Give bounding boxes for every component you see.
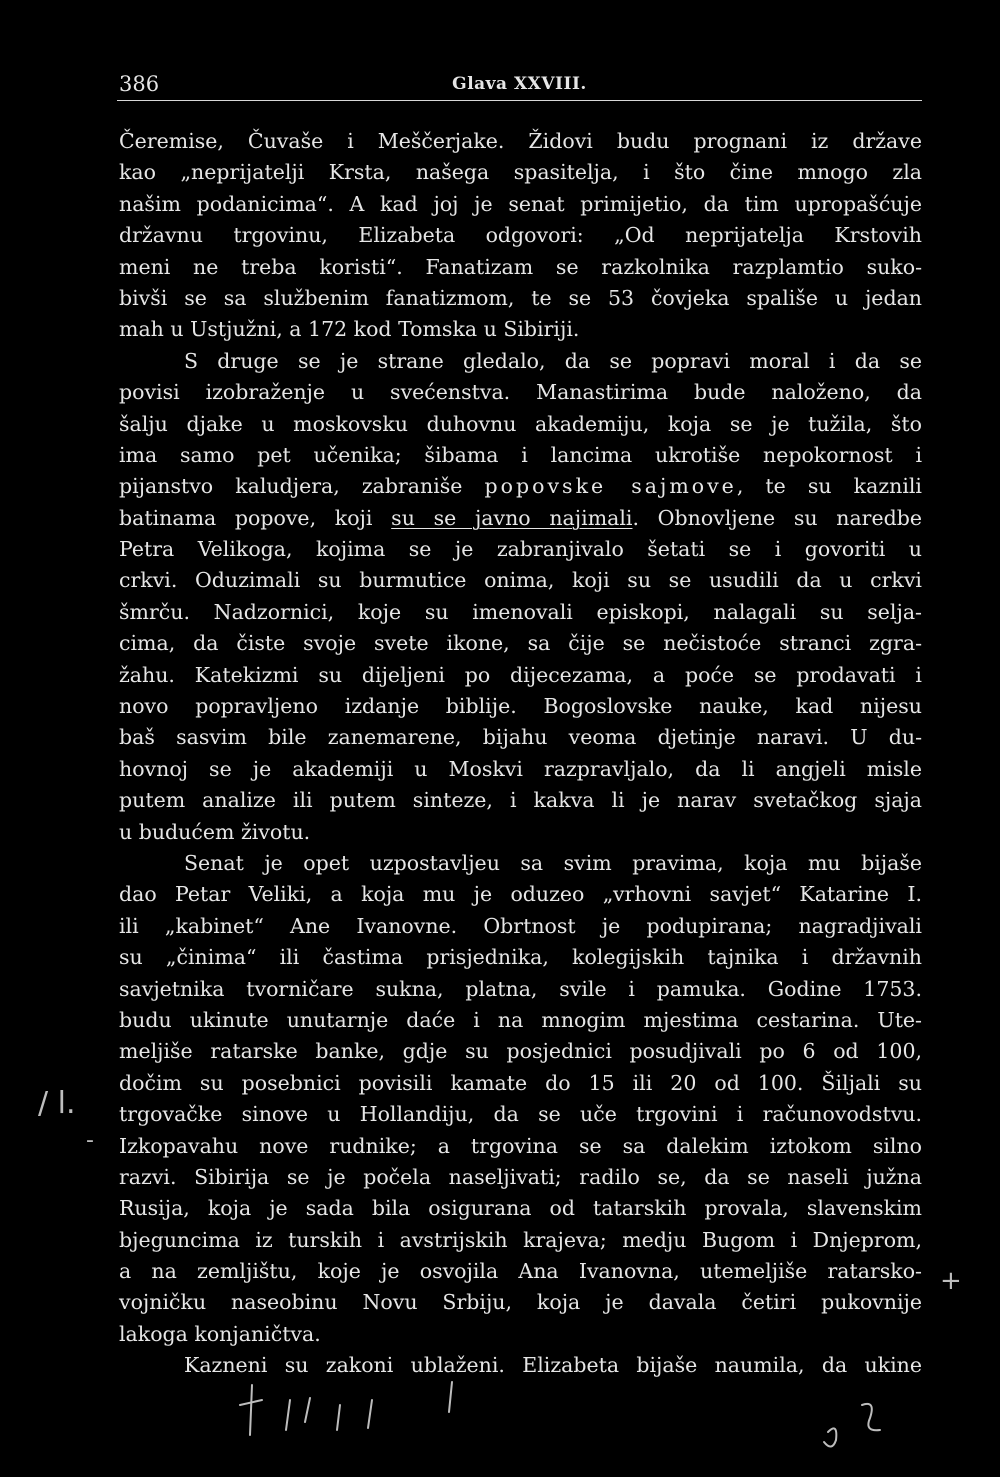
text-line: putem analize ili putem sinteze, i kakva li je narav svetačkog sjaja: [119, 788, 922, 813]
text-line: cima, da čiste svoje svete ikone, sa čije se nečistoće stranci zgra-: [119, 631, 922, 656]
text-line: hovnoj se je akademiji u Moskvi razpravljalo, da li angjeli misle: [119, 756, 922, 781]
text-line: žahu. Katekizmi su dijeljeni po dijecezama, a poće se prodavati i: [119, 662, 922, 687]
text-line: savjetnika tvorničare sukna, platna, svile i pamuka. Godine 1753.: [119, 976, 922, 1001]
text-line: novo popravljeno izdanje biblije. Bogoslovske nauke, kad nijesu: [119, 694, 922, 719]
paragraph-start-line: Senat je opet uzpostavljeu sa svim pravima, koja mu bijaše: [184, 850, 922, 875]
handwritten-scribble: [0, 1360, 1000, 1477]
scribble-stroke: [286, 1400, 290, 1430]
text-line: našim podanicima“. A kad joj je senat primijetio, da tim upropašćuje: [119, 191, 922, 216]
running-head: Glava XXVIII.: [452, 74, 587, 94]
text-line: povisi izobraženje u svećenstva. Manastirima bude naloženo, da: [119, 380, 922, 405]
text-line: razvi. Sibirija se je počela naseljivati; radilo se, da se naseli južna: [119, 1164, 922, 1189]
scribble-stroke: [368, 1400, 372, 1428]
text-line: u budućem životu.: [119, 819, 311, 844]
scribble-stroke: [824, 1428, 836, 1446]
scribble-stroke: [449, 1382, 452, 1412]
text-line: budu ukinute unutarnje daće i na mnogim mjestima cestarina. Ute-: [119, 1007, 922, 1032]
text-line: Izkopavahu nove rudnike; a trgovina se sa dalekim iztokom silno: [119, 1133, 922, 1158]
margin-dash: -: [86, 1128, 94, 1153]
margin-cross: +: [940, 1266, 962, 1296]
text-span: pijanstvo kaludjera, zabraniše: [119, 474, 463, 499]
text-line: [119, 503, 922, 534]
text-line: šalju djake u moskovsku duhovnu akademiju, koja se je tužila, što: [119, 411, 922, 436]
text-line: bjeguncima iz turskih i avstrijskih krajeva; medju Bugom i Dnjeprom,: [119, 1227, 922, 1252]
text-line: Rusija, koja je sada bila osigurana od tatarskih provala, slavenskim: [119, 1196, 922, 1221]
text-line: [119, 471, 922, 502]
text-line: kao „neprijatelji Krsta, našega spasitelja, i što čine mnogo zla: [119, 160, 922, 185]
paragraph-start-line: S druge se je strane gledalo, da se popravi moral i da se: [184, 348, 922, 373]
body-text: [119, 126, 922, 1382]
underlined-phrase: su se javno najimali: [391, 505, 633, 530]
paragraph-start-line: Kazneni su zakoni ublaženi. Elizabeta bijaše naumila, da ukine: [184, 1353, 922, 1378]
margin-mark-left: / l.: [38, 1086, 76, 1121]
page-number: 386: [119, 72, 160, 96]
text-line: državnu trgovinu, Elizabeta odgovori: „Od neprijatelja Krstovih: [119, 223, 922, 248]
text-line: Čeremise, Čuvaše i Meščerjake. Židovi budu prognani iz države: [119, 129, 922, 153]
scribble-stroke: [250, 1385, 252, 1435]
text-line: ili „kabinet“ Ane Ivanovne. Obrtnost je podupirana; nagradjivali: [119, 913, 922, 938]
scribble-stroke: [862, 1404, 880, 1430]
text-line: lakoga konjaničtva.: [119, 1321, 321, 1346]
text-line: dočim su posebnici povisili kamate do 15 ili 20 od 100. Šiljali su: [119, 1070, 922, 1095]
text-span: , te su kaznili: [736, 474, 922, 499]
text-line: dao Petar Veliki, a koja mu je oduzeo „vrhovni savjet“ Katarine I.: [119, 882, 922, 907]
page-header: [117, 70, 922, 101]
scribble-stroke: [305, 1398, 310, 1422]
text-line: šmrču. Nadzornici, koje su imenovali episkopi, nalagali su selja-: [119, 599, 922, 624]
spaced-emphasis: popovske sajmove: [484, 474, 737, 499]
text-line: baš sasvim bile zanemarene, bijahu veoma djetinje naravi. U du-: [119, 725, 922, 750]
text-line: vojničku naseobinu Novu Srbiju, koja je davala četiri pukovnije: [119, 1290, 922, 1315]
text-line: trgovačke sinove u Hollandiju, da se uče trgovini i računovodstvu.: [119, 1102, 922, 1127]
text-line: crkvi. Oduzimali su burmutice onima, koji su se usudili da u crkvi: [119, 568, 922, 593]
scribble-stroke: [337, 1405, 340, 1430]
text-line: mah u Ustjužni, a 172 kod Tomska u Sibiriji.: [119, 317, 580, 342]
text-line: su „činima“ ili častima prisjednika, kolegijskih tajnika i državnih: [119, 945, 922, 970]
text-line: a na zemljištu, koje je osvojila Ana Ivanovna, utemeljiše ratarsko-: [119, 1259, 922, 1284]
text-line: bivši se sa službenim fanatizmom, te se 53 čovjeka spališe u jedan: [119, 285, 922, 310]
text-line: Petra Velikoga, kojima se je zabranjivalo šetati se i govoriti u: [119, 537, 922, 562]
text-line: ima samo pet učenika; šibama i lancima ukrotiše nepokornost i: [119, 442, 922, 467]
text-line: meljiše ratarske banke, gdje su posjednici posudjivali po 6 od 100,: [119, 1039, 922, 1064]
text-span: . Obnovljene su naredbe: [632, 505, 922, 530]
text-line: meni ne treba koristi“. Fanatizam se razkolnika razplamtio suko-: [119, 254, 922, 279]
text-span: batinama popove, koji: [119, 505, 373, 530]
